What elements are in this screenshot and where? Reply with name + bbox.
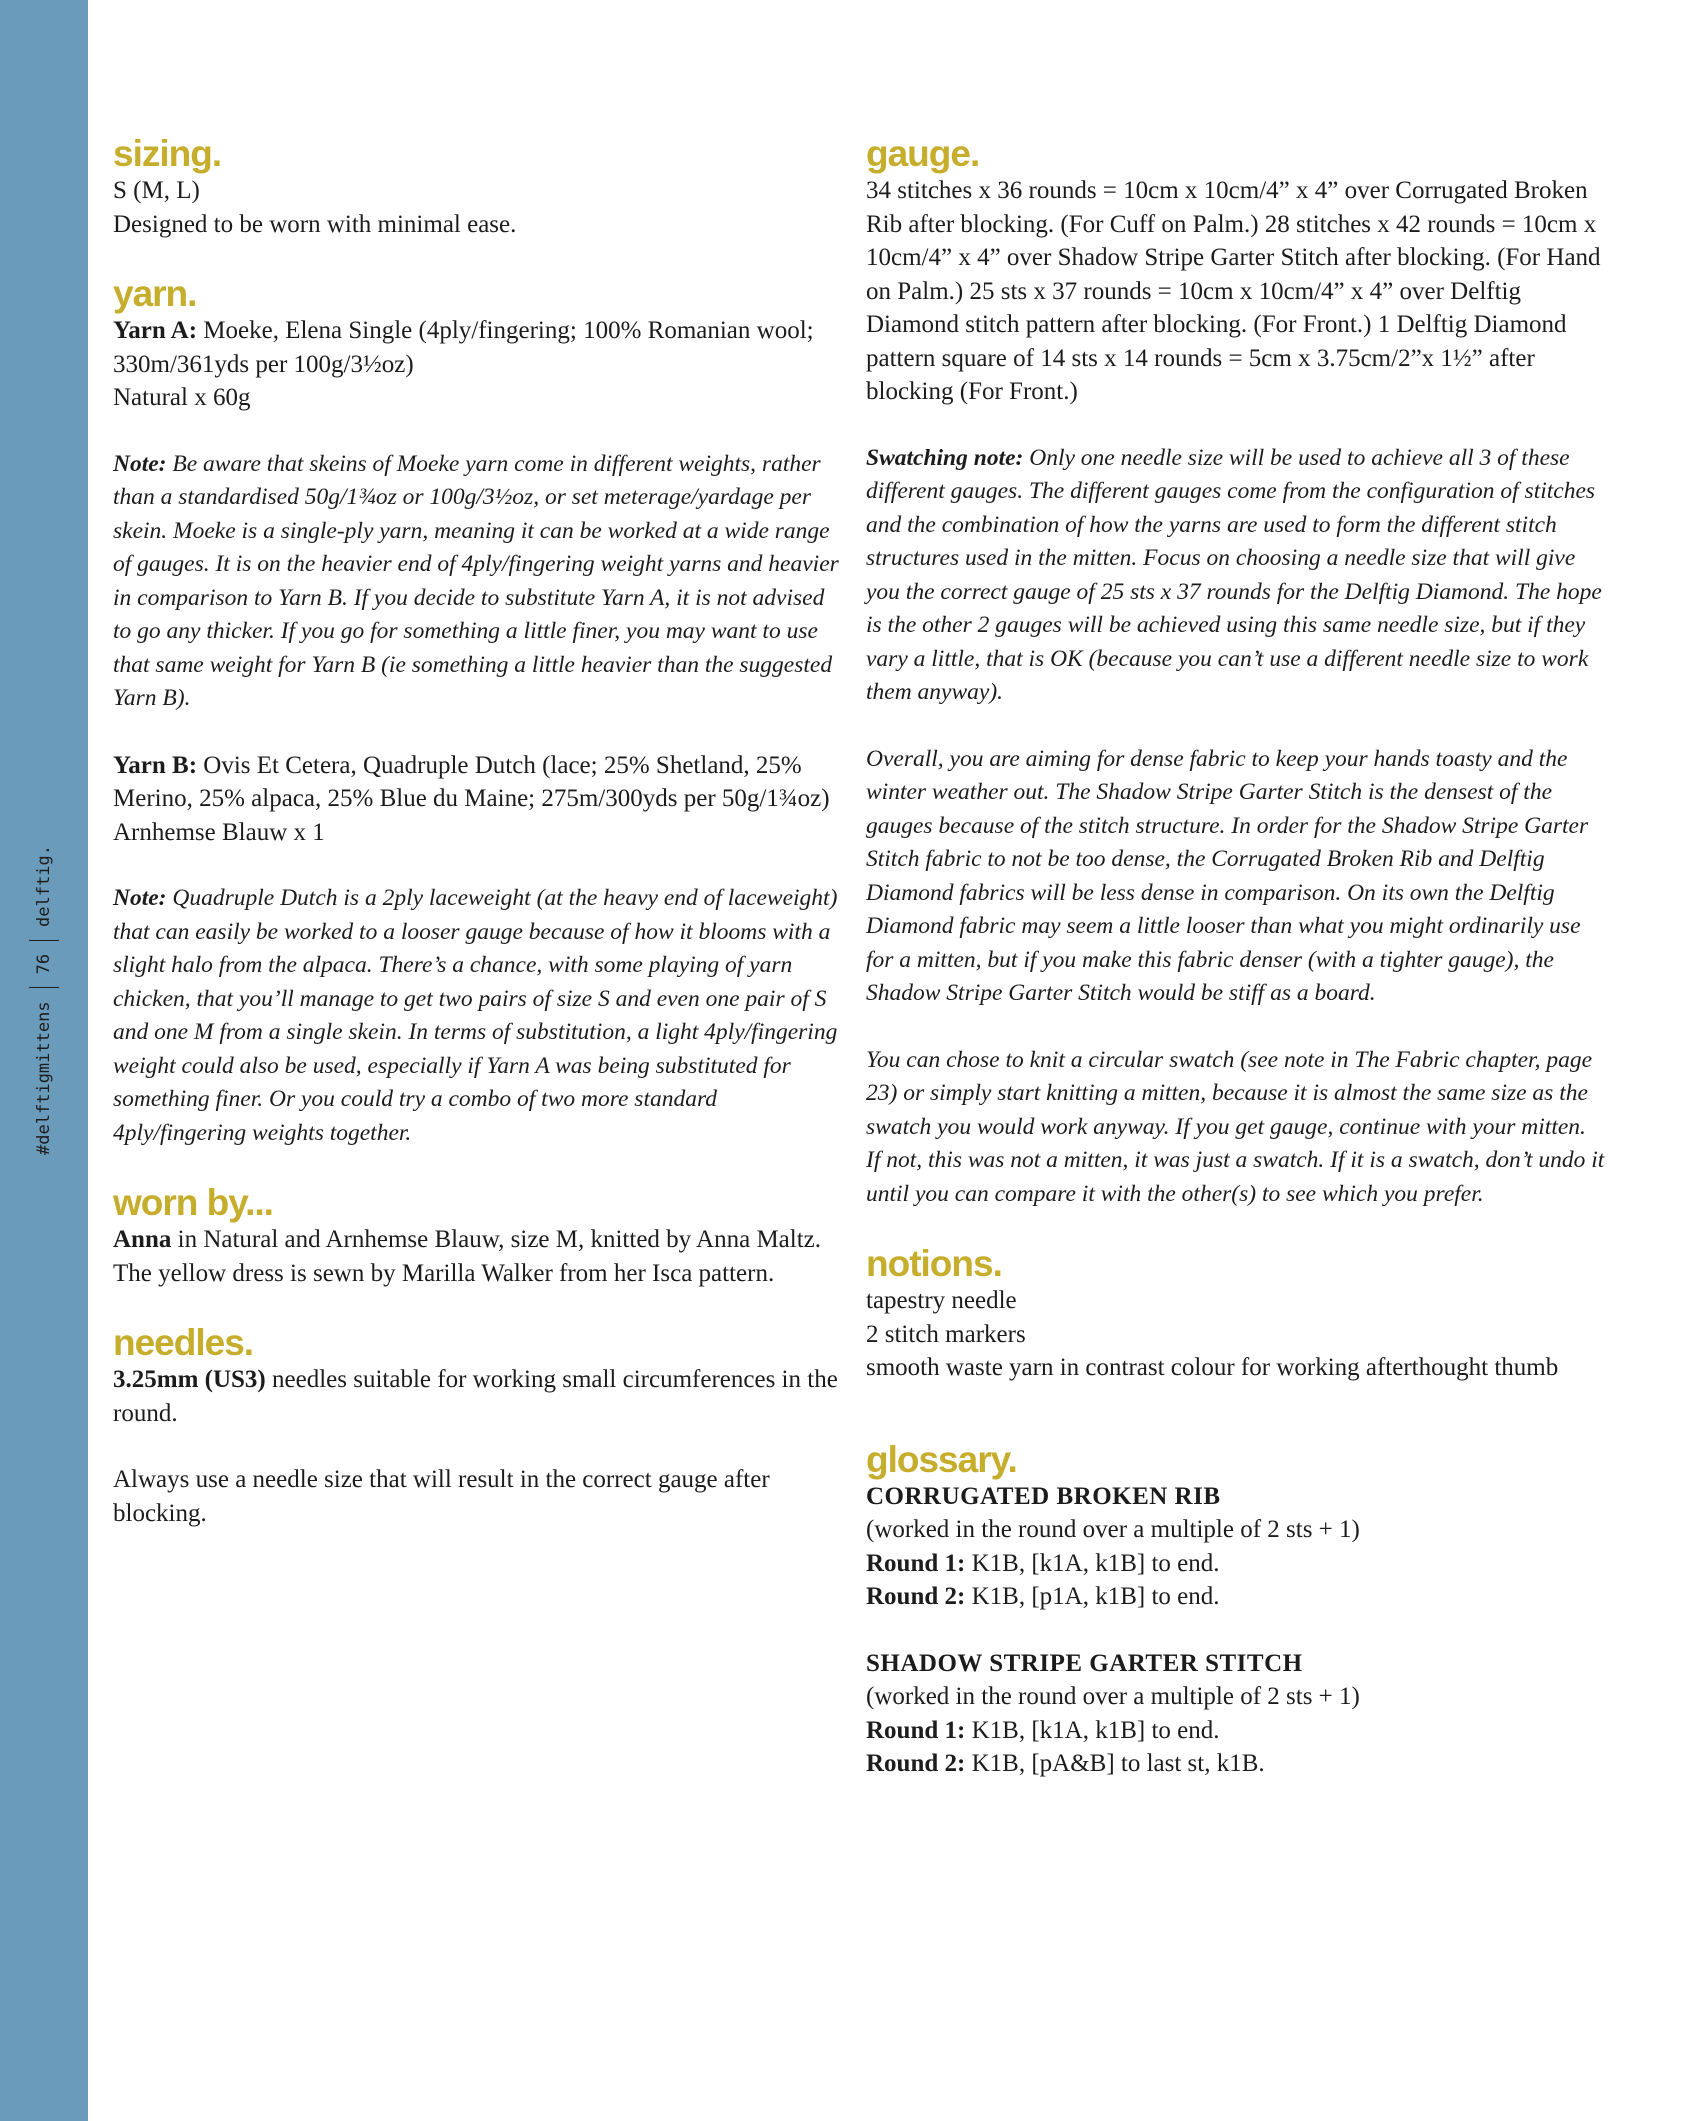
swatching-note xyxy=(866,442,1606,710)
left-column xyxy=(113,134,843,1530)
side-label xyxy=(29,845,59,1155)
yarn-b xyxy=(113,749,843,816)
circular-swatch-note: You can chose to knit a circular swatch (see note in The Fabric chapter, page 23) or simply start knitting a mitten, because it is almost the same size as the swatch you would work anyway. If you get gauge, continue with your mitten. If not, this was not a mitten, it was just a swatch. If it is a swatch, don’t undo it until you can compare it with the other(s) to see which you prefer. xyxy=(866,1046,1605,1207)
worn-by-text xyxy=(113,1223,843,1290)
divider xyxy=(29,987,59,988)
yarn-b-label: Yarn B: xyxy=(113,751,198,779)
round-text: K1B, [k1A, k1B] to end. xyxy=(965,1716,1220,1744)
divider xyxy=(29,940,59,941)
yarn-b-text: Ovis Et Cetera, Quadruple Dutch (lace; 25% Shetland, 25% Merino, 25% alpaca, 25% Blue du Maine; 275m/300yds per 50g/1¾oz) xyxy=(113,751,830,812)
notion-item: smooth waste yarn in contrast colour for working afterthought thumb xyxy=(866,1354,1559,1381)
yarn-a-text: Moeke, Elena Single (4ply/fingering; 100% Romanian wool; 330m/361yds per 100g/3½oz) xyxy=(113,317,814,378)
ease-note: Designed to be worn with minimal ease. xyxy=(113,210,517,238)
rib-title: CORRUGATED BROKEN RIB xyxy=(866,1482,1221,1510)
yarn-b-colour: Arnhemse Blauw x 1 xyxy=(113,818,325,846)
note-a-label: Note: xyxy=(113,450,167,477)
garter-description: (worked in the round over a multiple of 2 sts + 1) xyxy=(866,1683,1360,1710)
swatch-label: Swatching note: xyxy=(866,444,1024,471)
yarn-a-note xyxy=(113,448,843,716)
needles-details: needles suitable for working small circumferences in the round. xyxy=(113,1366,838,1427)
needles-advice: Always use a needle size that will result in the correct gauge after blocking. xyxy=(113,1466,770,1527)
worn-by-heading: worn by... xyxy=(113,1182,273,1223)
right-column xyxy=(866,134,1606,1781)
garter-round-2 xyxy=(866,1747,1606,1781)
yarn-a xyxy=(113,314,843,381)
model-name: Anna xyxy=(113,1226,172,1253)
worn-by-details: in Natural and Arnhemse Blauw, size M, knitted by Anna Maltz. The yellow dress is sewn by Marilla Walker from her Isca pattern. xyxy=(113,1226,822,1287)
round-text: K1B, [pA&B] to last st, k1B. xyxy=(965,1750,1265,1777)
gauge-text: 34 stitches x 36 rounds = 10cm x 10cm/4” x 4” over Corrugated Broken Rib after blocking. (For Cuff on Palm.) 28 stitches x 42 rounds = 10cm x 10cm/4” x 4” over Shadow Stripe Garter Stitch after blocking. (For Hand on Palm.) 25 sts x 37 rounds = 10cm x 10cm/4” x 4” over Delftig Diamond stitch pattern after blocking. (For Front.) 1 Delftig Diamond pattern square of 14 sts x 14 rounds = 5cm x 3.75cm/2”x 1½” after blocking (For Front.) xyxy=(866,177,1601,405)
notions-heading: notions. xyxy=(866,1243,1002,1284)
notion-item: tapestry needle xyxy=(866,1287,1017,1314)
rib-description: (worked in the round over a multiple of 2 sts + 1) xyxy=(866,1516,1360,1543)
note-a-text: Be aware that skeins of Moeke yarn come in different weights, rather than a standardised 50g/1¾oz or 100g/3½oz, or set meterage/yardage per skein. Moeke is a single-ply yarn, meaning it can be worked at a wide range of gauges. It is on the heavier end of 4ply/fingering weight yarns and heavier in comparison to Yarn B. If you decide to substitute Yarn A, it is not advised to go any thicker. If you go for something a little finer, you may want to use that same weight for Yarn B (ie something a little heavier than the suggested Yarn B). xyxy=(113,450,839,711)
round-label: Round 1: xyxy=(866,1549,966,1577)
round-label: Round 1: xyxy=(866,1716,966,1744)
needles-heading: needles. xyxy=(113,1322,254,1363)
garter-round-1 xyxy=(866,1714,1606,1748)
round-label: Round 2: xyxy=(866,1750,966,1777)
round-text: K1B, [k1A, k1B] to end. xyxy=(965,1549,1220,1577)
swatch-text: Only one needle size will be used to achieve all 3 of these different gauges. The different gauges come from the configuration of stitches and the combination of how the yarns are used to form the different stitch structures used in the mitten. Focus on choosing a needle size that will give you the correct gauge of 25 sts x 37 rounds for the Delftig Diamond. The hope is the other 2 gauges will be achieved using this same needle size, but if they vary a little, that is OK (because you can’t use a different needle size to work them anyway). xyxy=(866,444,1602,705)
notion-item: 2 stitch markers xyxy=(866,1320,1026,1348)
yarn-heading: yarn. xyxy=(113,273,197,314)
round-text: K1B, [p1A, k1B] to end. xyxy=(965,1583,1220,1610)
page-number: 76 xyxy=(34,953,54,975)
sizing-heading: sizing. xyxy=(113,133,222,174)
glossary-heading: glossary. xyxy=(866,1438,1017,1480)
yarn-a-label: Yarn A: xyxy=(113,317,198,344)
rib-round-2 xyxy=(866,1580,1606,1614)
yarn-b-note xyxy=(113,882,843,1150)
rib-round-1 xyxy=(866,1547,1606,1581)
round-label: Round 2: xyxy=(866,1583,966,1610)
hashtag: #delftigmittens xyxy=(34,1001,54,1155)
garter-title: SHADOW STRIPE GARTER STITCH xyxy=(866,1649,1303,1677)
needles-text xyxy=(113,1363,843,1430)
chapter-name: delftig. xyxy=(34,845,54,927)
yarn-a-colour: Natural x 60g xyxy=(113,384,251,411)
sizes: S (M, L) xyxy=(113,177,200,204)
gauge-heading: gauge. xyxy=(866,133,980,174)
note-b-text: Quadruple Dutch is a 2ply laceweight (at the heavy end of laceweight) that can easily be worked to a looser gauge because of how it blooms with a slight halo from the alpaca. There’s a chance, with some playing of yarn chicken, that you’ll manage to get two pairs of size S and even one pair of S and one M from a single skein. In terms of substitution, a light 4ply/fingering weight could also be used, especially if Yarn A was being substituted for something finer. Or you could try a combo of two more standard 4ply/fingering weights together. xyxy=(113,885,838,1146)
note-b-label: Note: xyxy=(113,885,167,911)
needle-size: 3.25mm (US3) xyxy=(113,1366,266,1393)
overall-note: Overall, you are aiming for dense fabric to keep your hands toasty and the winter weather out. The Shadow Stripe Garter Stitch is the densest of the gauges because of the stitch structure. In order for the Shadow Stripe Garter Stitch fabric to not be too dense, the Corrugated Broken Rib and Delftig Diamond fabrics will be less dense in comparison. On its own the Delftig Diamond fabric may seem a little looser than what you might ordinarily use for a mitten, but if you make this fabric denser (with a tighter gauge), the Shadow Stripe Garter Stitch would be stiff as a board. xyxy=(866,745,1589,1006)
